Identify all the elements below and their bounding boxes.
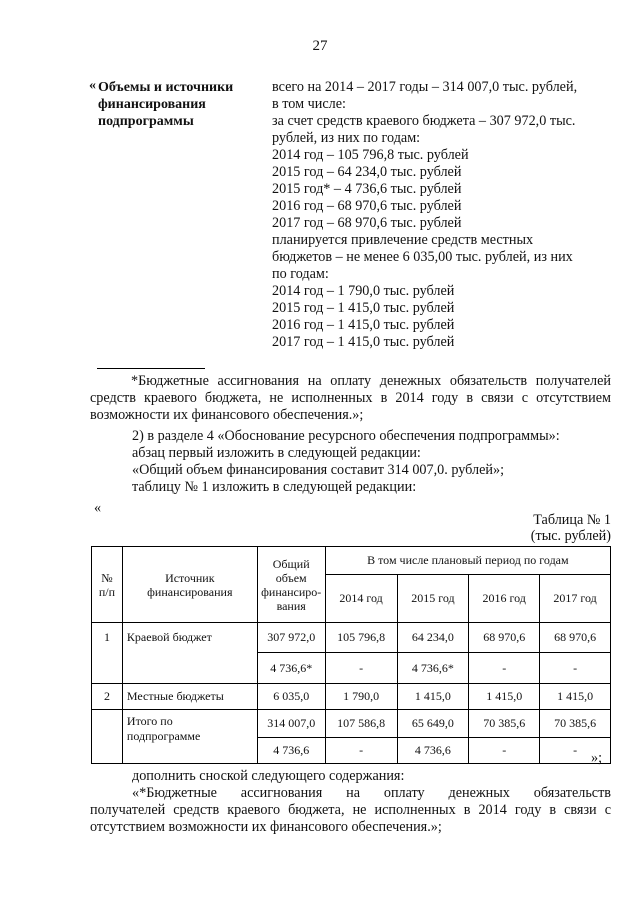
footnote-line: *Бюджетные ассигнования на оплату денежных обязательств получателей (131, 373, 611, 389)
passport-line: 2016 год – 68 970,6 тыс. рублей (272, 198, 462, 214)
footnote-divider (97, 368, 205, 369)
header-year: 2015 год (397, 575, 469, 623)
funding-table (91, 546, 611, 764)
header-year: 2016 год (469, 575, 540, 623)
closing-line: отсутствием возможности их финансового обеспечения.»; (90, 819, 442, 835)
passport-line: за счет средств краевого бюджета – 307 972,0 тыс. (272, 113, 576, 129)
cell-source: Местные бюджеты (122, 684, 257, 710)
cell-value: 1 415,0 (397, 684, 469, 710)
footnote-line: средств краевого бюджета, не исполненных в 2014 году в связи с отсутствием (90, 390, 611, 406)
cell-value: 65 649,0 (397, 710, 469, 738)
passport-line: 2016 год – 1 415,0 тыс. рублей (272, 317, 455, 333)
table-opening-quote: « (94, 500, 102, 516)
table-caption: Таблица № 1 (533, 512, 611, 528)
passport-line: 2015 год – 1 415,0 тыс. рублей (272, 300, 455, 316)
footnote (90, 373, 611, 424)
amendment-paragraph: абзац первый изложить в следующей редакции: (132, 445, 421, 461)
cell-total: 4 736,6* (257, 653, 325, 684)
passport-line: всего на 2014 – 2017 годы – 314 007,0 тыс. рублей, (272, 79, 578, 95)
cell-total: 4 736,6 (257, 738, 325, 764)
cell-value: 4 736,6* (397, 653, 469, 684)
cell-value: 70 385,6 (469, 710, 540, 738)
cell-total: 6 035,0 (257, 684, 325, 710)
cell-value: - (469, 653, 540, 684)
passport-line: по годам: (272, 266, 329, 282)
passport-label-line: подпрограммы (98, 114, 194, 129)
table-header-row (92, 547, 611, 575)
page-number: 27 (312, 38, 328, 54)
passport-line: 2017 год – 68 970,6 тыс. рублей (272, 215, 462, 231)
passport-line: 2015 год* – 4 736,6 тыс. рублей (272, 181, 462, 197)
passport-line: 2015 год – 64 234,0 тыс. рублей (272, 164, 462, 180)
cell-value: 1 415,0 (540, 684, 611, 710)
table-units: (тыс. рублей) (530, 528, 611, 544)
cell-num (92, 710, 123, 764)
header-period: В том числе плановый период по годам (325, 547, 610, 575)
amendment-quote: «Общий объем финансирования составит 314 007,0. рублей»; (132, 462, 505, 478)
passport-line: бюджетов – не менее 6 035,00 тыс. рублей, из них (272, 249, 573, 265)
closing-line: «*Бюджетные ассигнования на оплату денежных обязательств (132, 785, 611, 801)
table-row (92, 684, 611, 710)
cell-value: - (325, 738, 397, 764)
cell-value: 68 970,6 (540, 623, 611, 653)
cell-value: 105 796,8 (325, 623, 397, 653)
closing-footnote (90, 785, 611, 836)
passport-line: планируется привлечение средств местных (272, 232, 534, 248)
passport-line: рублей, из них по годам: (272, 130, 421, 146)
cell-value: - (540, 653, 611, 684)
cell-source: Итого по подпрограмме (122, 710, 257, 764)
cell-value: 68 970,6 (469, 623, 540, 653)
closing-line: получателей средств краевого бюджета, не исполненных в 2014 году в связи с (90, 802, 611, 818)
table-row (92, 623, 611, 653)
opening-quote: « (89, 78, 96, 93)
cell-value: - (325, 653, 397, 684)
cell-num: 1 (92, 623, 123, 684)
table-row (92, 710, 611, 738)
closing-intro: дополнить сноской следующего содержания: (132, 768, 405, 784)
cell-value: 4 736,6 (397, 738, 469, 764)
passport-line: 2014 год – 1 790,0 тыс. рублей (272, 283, 455, 299)
passport-line: 2017 год – 1 415,0 тыс. рублей (272, 334, 455, 350)
header-year: 2017 год (540, 575, 611, 623)
cell-num: 2 (92, 684, 123, 710)
cell-value: 70 385,6 (540, 710, 611, 738)
cell-value: - (540, 738, 611, 764)
cell-value: 1 415,0 (469, 684, 540, 710)
amendment-item: 2) в разделе 4 «Обоснование ресурсного обеспечения подпрограммы»: (132, 428, 560, 444)
cell-value: - (469, 738, 540, 764)
passport-label-line: Объемы и источники (98, 80, 234, 95)
passport-label-line: финансирования (98, 97, 206, 112)
header-num: № п/п (92, 547, 123, 623)
header-year: 2014 год (325, 575, 397, 623)
cell-total: 314 007,0 (257, 710, 325, 738)
cell-total: 307 972,0 (257, 623, 325, 653)
cell-value: 64 234,0 (397, 623, 469, 653)
cell-source: Краевой бюджет (122, 623, 257, 684)
passport-line: в том числе: (272, 96, 346, 112)
passport-line: 2014 год – 105 796,8 тыс. рублей (272, 147, 469, 163)
table-closing-quote: »; (591, 750, 603, 766)
cell-value: 1 790,0 (325, 684, 397, 710)
passport-value (272, 79, 577, 351)
header-source: Источник финансирования (122, 547, 257, 623)
header-total: Общий объем финансиро- вания (257, 547, 325, 623)
footnote-line: возможности их финансового обеспечения.»; (90, 407, 364, 423)
amendment-table-intro: таблицу № 1 изложить в следующей редакции: (132, 479, 417, 495)
cell-value: 107 586,8 (325, 710, 397, 738)
passport-label (98, 79, 233, 130)
